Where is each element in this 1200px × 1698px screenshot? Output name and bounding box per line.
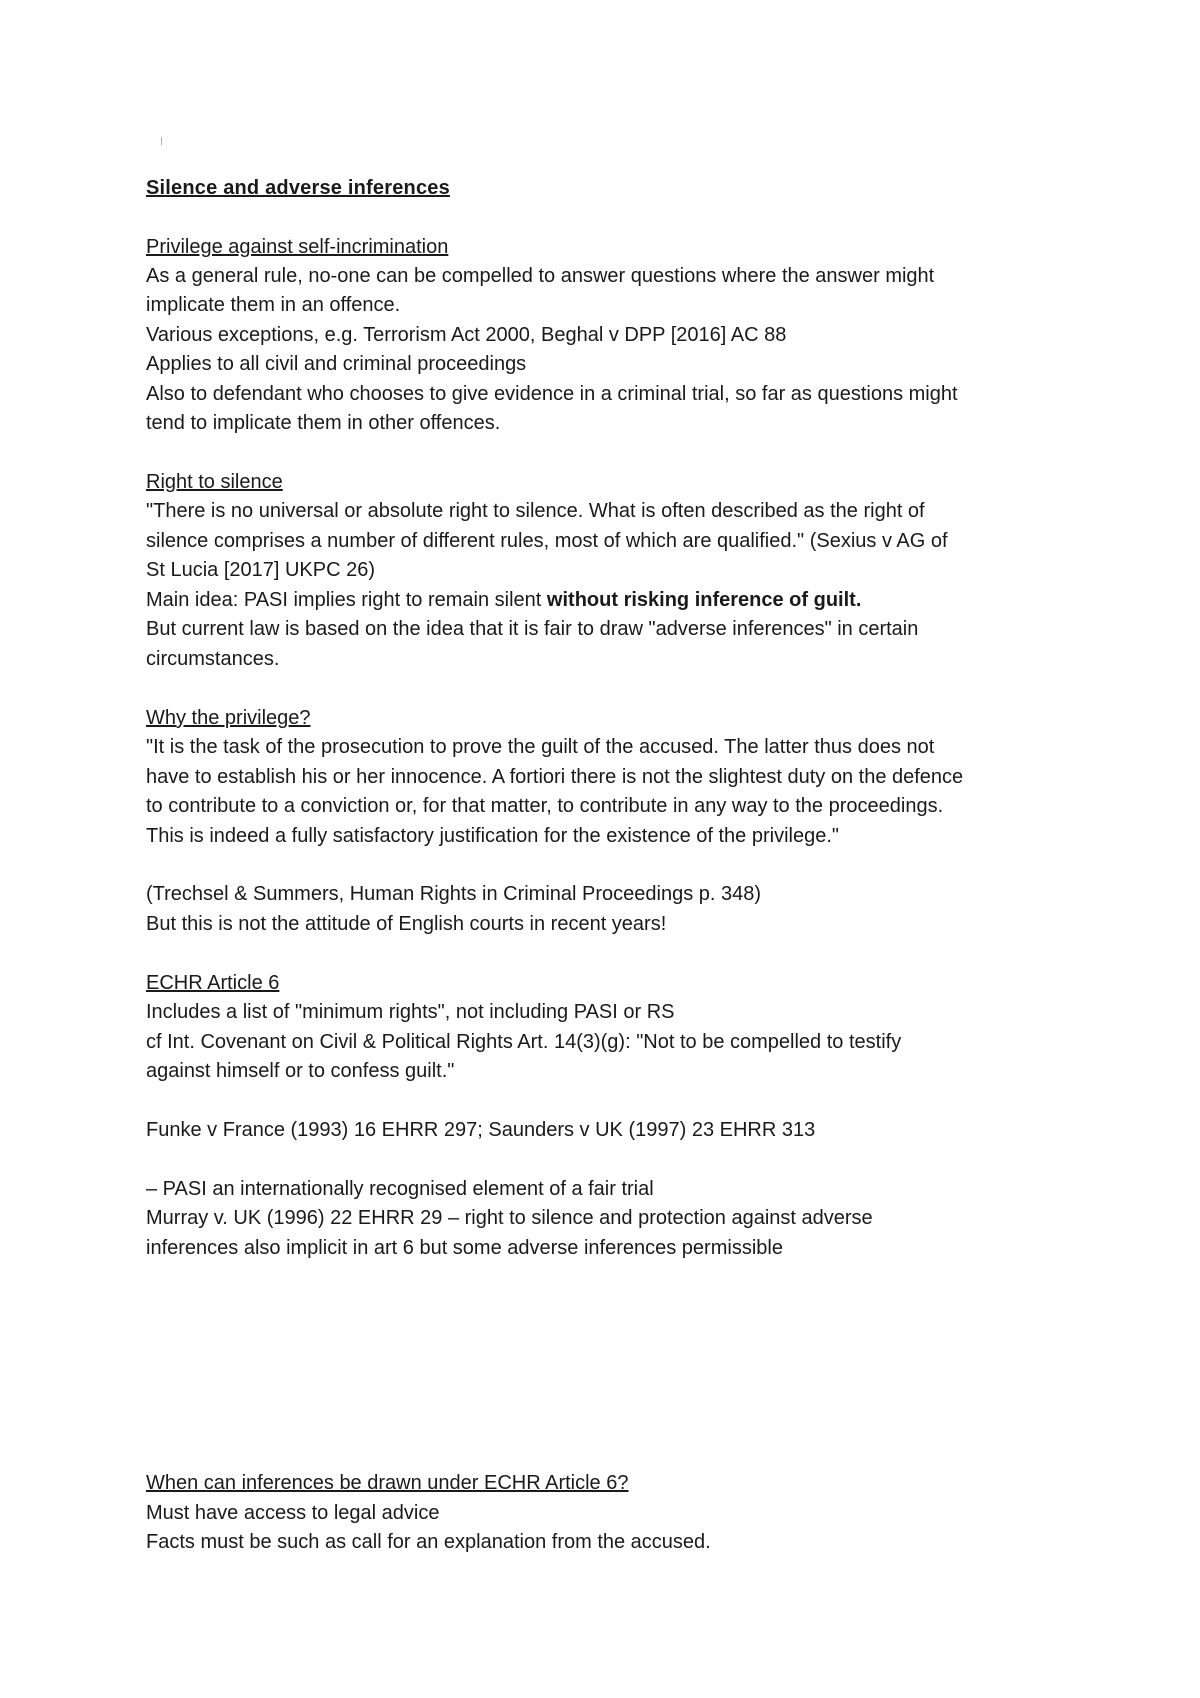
quote-line: to contribute to a conviction or, for that matter, to contribute in any way to the proceedings.	[146, 795, 944, 817]
comment-line: But this is not the attitude of English courts in recent years!	[146, 913, 667, 935]
text-line: against himself or to confess guilt."	[146, 1060, 455, 1082]
text-line: St Lucia [2017] UKPC 26)	[146, 559, 376, 581]
main-idea-line	[146, 588, 861, 612]
heading-right-to-silence: Right to silence	[146, 471, 283, 493]
text-line: Murray v. UK (1996) 22 EHRR 29 – right to silence and protection against adverse	[146, 1207, 873, 1229]
text-line: Various exceptions, e.g. Terrorism Act 2000, Beghal v DPP [2016] AC 88	[146, 324, 787, 346]
page-mark	[161, 137, 162, 145]
text-line: Facts must be such as call for an explanation from the accused.	[146, 1531, 711, 1553]
quote-line: This is indeed a fully satisfactory justification for the existence of the privilege."	[146, 825, 839, 847]
quote-line: "It is the task of the prosecution to prove the guilt of the accused. The latter thus does not	[146, 736, 935, 758]
quote-line: have to establish his or her innocence. A fortiori there is not the slightest duty on the defence	[146, 766, 964, 788]
text-line: circumstances.	[146, 648, 280, 670]
citation-line: (Trechsel & Summers, Human Rights in Criminal Proceedings p. 348)	[146, 883, 762, 905]
main-idea-prefix: Main idea: PASI implies right to remain silent	[146, 589, 547, 611]
text-line: tend to implicate them in other offences.	[146, 412, 501, 434]
document-title: Silence and adverse inferences	[146, 177, 450, 199]
text-line: Includes a list of "minimum rights", not including PASI or RS	[146, 1001, 675, 1023]
text-line: "There is no universal or absolute right to silence. What is often described as the right of	[146, 500, 925, 522]
heading-why-privilege: Why the privilege?	[146, 707, 311, 729]
text-line: Also to defendant who chooses to give evidence in a criminal trial, so far as questions might	[146, 383, 958, 405]
text-line: inferences also implicit in art 6 but some adverse inferences permissible	[146, 1237, 783, 1259]
text-line: But current law is based on the idea that it is fair to draw "adverse inferences" in certain	[146, 618, 919, 640]
text-line: Must have access to legal advice	[146, 1502, 440, 1524]
text-line: cf Int. Covenant on Civil & Political Rights Art. 14(3)(g): "Not to be compelled to testify	[146, 1031, 902, 1053]
text-line: Applies to all civil and criminal proceedings	[146, 353, 527, 375]
text-line: implicate them in an offence.	[146, 294, 401, 316]
text-line: As a general rule, no-one can be compelled to answer questions where the answer might	[146, 265, 935, 287]
heading-when-inferences: When can inferences be drawn under ECHR Article 6?	[146, 1472, 629, 1494]
text-line: – PASI an internationally recognised element of a fair trial	[146, 1178, 654, 1200]
text-line: silence comprises a number of different rules, most of which are qualified." (Sexius v AG of	[146, 530, 948, 552]
heading-privilege: Privilege against self-incrimination	[146, 236, 449, 258]
heading-echr: ECHR Article 6	[146, 972, 280, 994]
cases-line: Funke v France (1993) 16 EHRR 297; Saunders v UK (1997) 23 EHRR 313	[146, 1119, 816, 1141]
main-idea-bold: without risking inference of guilt.	[546, 589, 862, 611]
